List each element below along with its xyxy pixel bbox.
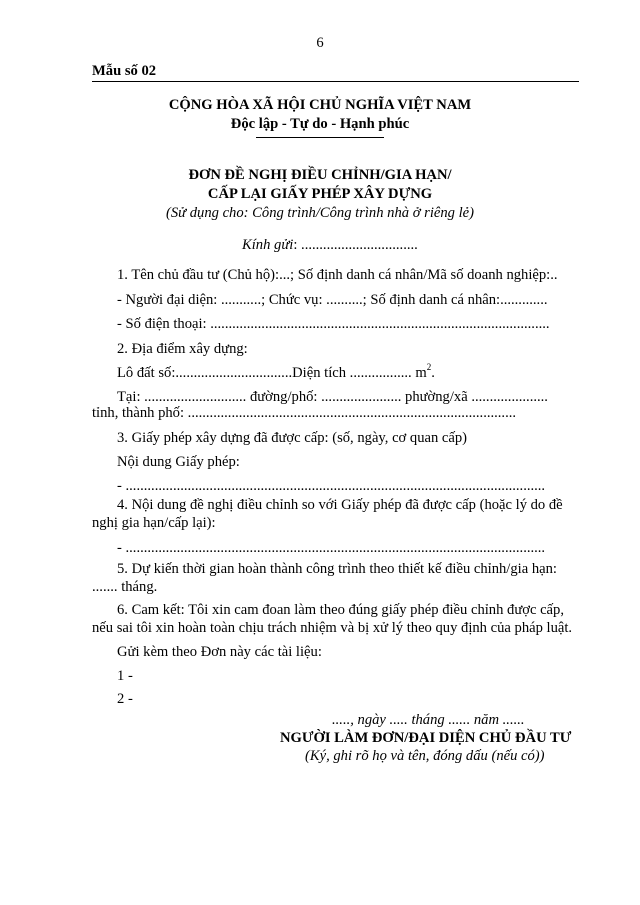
form-subtitle: (Sử dụng cho: Công trình/Công trình nhà ở riêng lẻ) [165, 205, 474, 221]
motto-underline [256, 137, 384, 138]
form-title-line-1: ĐƠN ĐỀ NGHỊ ĐIỀU CHỈNH/GIA HẠN/ [188, 167, 452, 183]
form-title-line-2: CẤP LẠI GIẤY PHÉP XÂY DỰNG [207, 186, 433, 202]
motto: Độc lập - Tự do - Hạnh phúc [230, 116, 410, 132]
body-line-17: Gửi kèm theo Đơn này các tài liệu: [117, 644, 322, 660]
salutation [242, 236, 418, 254]
body-line-1: 1. Tên chủ đầu tư (Chủ hộ):...; Số định danh cá nhân/Mã số doanh nghiệp:.. [117, 267, 558, 283]
body-line-13: 5. Dự kiến thời gian hoàn thành công trình theo thiết kế điều chỉnh/gia hạn: [117, 561, 557, 577]
body-line-5: Tại: ............................ đường/phố: ...................... phường/xã ..................... [117, 389, 548, 405]
plot-line-text: Lô đất số:................................Diện tích ................. m [117, 365, 427, 381]
body-line-7: 3. Giấy phép xây dựng đã được cấp: (số, ngày, cơ quan cấp) [117, 430, 468, 446]
salutation-label: Kính gửi [242, 237, 294, 253]
national-title: CỘNG HÒA XÃ HỘI CHỦ NGHĨA VIỆT NAM [168, 97, 472, 113]
body-line-15: 6. Cam kết: Tôi xin cam đoan làm theo đúng giấy phép điều chỉnh được cấp, [117, 602, 564, 618]
body-line-4: 2. Địa điểm xây dựng: [117, 341, 248, 357]
body-line-2: - Người đại diện: ...........; Chức vụ: ..........; Số định danh cá nhân:............. [117, 292, 548, 308]
top-rule [92, 81, 579, 82]
signature-date-line: ....., ngày ..... tháng ...... năm ...... [332, 712, 525, 728]
body-line-3: - Số điện thoại: ............................................................................................. [117, 316, 550, 332]
body-line-10: 4. Nội dung đề nghị điều chỉnh so với Giấy phép đã được cấp (hoặc lý do đề [117, 497, 563, 513]
form-code: Mẫu số 02 [92, 63, 157, 79]
page-number: 6 [316, 35, 324, 51]
salutation-blank: : ................................ [293, 237, 418, 253]
body-line-8: Nội dung Giấy phép: [117, 454, 240, 470]
body-line-14: ....... tháng. [92, 579, 158, 595]
attachment-item-2: 2 - [117, 691, 133, 707]
signer-title: NGƯỜI LÀM ĐƠN/ĐẠI DIỆN CHỦ ĐẦU TƯ [280, 730, 572, 746]
body-line-6: tỉnh, thành phố: .......................................................................................... [92, 405, 517, 421]
plot-line-end: . [431, 365, 435, 381]
body-line-9: - ................................................................................................................... [117, 478, 546, 494]
body-line-16: nếu sai tôi xin hoàn toàn chịu trách nhiệm và bị xử lý theo quy định của pháp luật. [92, 620, 573, 636]
attachment-item-1: 1 - [117, 668, 133, 684]
body-line-12: - ................................................................................................................... [117, 540, 546, 556]
body-line-11: nghị gia hạn/cấp lại): [92, 515, 216, 531]
signature-note: (Ký, ghi rõ họ và tên, đóng dấu (nếu có)) [305, 748, 545, 764]
plot-line [117, 364, 435, 382]
plot-line-superscript: 2 [426, 362, 432, 373]
